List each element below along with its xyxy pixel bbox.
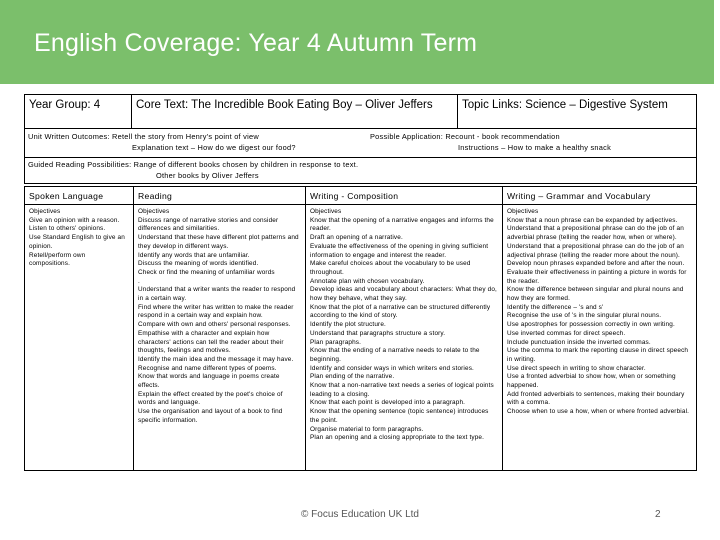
objective-item: Use the organisation and layout of a book to find specific information. bbox=[138, 408, 283, 424]
objective-item: Organise material to form paragraphs. bbox=[310, 425, 424, 433]
objective-item: Understand that paragraphs structure a story. bbox=[310, 329, 446, 337]
objective-item: Plan an opening and a closing appropriate to the text type. bbox=[310, 434, 485, 442]
column-body bbox=[134, 208, 305, 426]
objective-item: Draft an opening of a narrative. bbox=[310, 234, 403, 242]
objective-item: Know that the ending of a narrative needs to relate to the beginning. bbox=[310, 347, 480, 363]
objective-item: Know that a non-narrative text needs a series of logical points leading to a closing. bbox=[310, 382, 494, 398]
objective-item: Discuss the meaning of words identified. bbox=[138, 260, 259, 268]
objective-item: Evaluate the effectiveness of the opening in giving sufficient information to engage and interest the reader. bbox=[310, 242, 489, 259]
objective-item: Check or find the meaning of unfamiliar words bbox=[138, 268, 275, 276]
column-body bbox=[306, 208, 502, 443]
objective-item: Identify the main idea and the message it may have. bbox=[138, 355, 294, 363]
objective-item: Use direct speech in writing to show character. bbox=[507, 364, 646, 372]
objective-item: Choose when to use a how, when or where fronted adverbial. bbox=[507, 408, 690, 416]
objective-item: Know that the plot of a narrative can be structured differently according to the kind of story. bbox=[310, 303, 491, 320]
objectives-heading: Objectives bbox=[29, 208, 61, 215]
objective-item: Use the comma to mark the reporting clause in direct speech in writing. bbox=[507, 347, 689, 363]
objective-item: Explain the effect created by the poet's choice of words and language. bbox=[138, 390, 283, 407]
objectives-heading: Objectives bbox=[507, 208, 539, 215]
column-spoken-language bbox=[25, 187, 133, 470]
objective-item: Develop ideas and vocabulary about characters: What they do, how they behave, what they say. bbox=[310, 286, 497, 303]
objective-item: Develop noun phrases expanded before and after the noun. bbox=[507, 260, 685, 268]
objective-item: Identify any words that are unfamiliar. bbox=[138, 251, 250, 259]
guided-reading-line-2: Other books by Oliver Jeffers bbox=[156, 171, 259, 180]
objective-item: Use inverted commas for direct speech. bbox=[507, 329, 626, 337]
page-number: 2 bbox=[655, 509, 661, 520]
objectives-table bbox=[24, 186, 697, 471]
column-header: Reading bbox=[134, 187, 305, 205]
objectives-heading: Objectives bbox=[138, 208, 170, 215]
objective-item: Find where the writer has written to make the reader respond in a certain way and explain how. bbox=[138, 303, 294, 320]
year-group-cell: Year Group: 4 bbox=[25, 95, 132, 128]
objective-item: Know that the opening of a narrative engages and informs the reader. bbox=[310, 216, 494, 233]
objective-item: Understand that a prepositional phrase can do the job of an adjectival phrase (telling the reader more about the noun). bbox=[507, 242, 684, 259]
unit-outcomes-line-2: Explanation text – How do we digest our food? bbox=[132, 143, 296, 152]
objective-item: Discuss range of narrative stories and consider differences and similarities. bbox=[138, 216, 279, 233]
objective-item: Retell/perform own compositions. bbox=[29, 251, 86, 268]
column-header: Writing – Grammar and Vocabulary bbox=[503, 187, 696, 205]
objective-item: Compare with own and others' personal responses. bbox=[138, 321, 291, 329]
info-row-3 bbox=[24, 158, 697, 184]
column-header: Spoken Language bbox=[25, 187, 133, 205]
title-banner bbox=[0, 0, 720, 84]
info-row-2 bbox=[24, 129, 697, 158]
objective-item: Add fronted adverbials to sentences, making their boundary with a comma. bbox=[507, 390, 685, 407]
column-reading bbox=[133, 187, 305, 470]
column-writing-composition bbox=[305, 187, 502, 470]
page-title: English Coverage: Year 4 Autumn Term bbox=[34, 29, 478, 57]
objective-item: Evaluate their effectiveness in painting a picture in words for the reader. bbox=[507, 268, 687, 285]
objective-item: Know that a noun phrase can be expanded by adjectives. bbox=[507, 216, 678, 224]
objective-item: Identify and consider ways in which writers end stories. bbox=[310, 364, 474, 372]
column-body bbox=[503, 208, 696, 417]
objective-item: Know the difference between singular and plural nouns and how they are formed. bbox=[507, 286, 684, 303]
guided-reading-line-1: Guided Reading Possibilities: Range of different books chosen by children in response to text. bbox=[28, 160, 359, 169]
objective-item: Empathise with a character and explain how characters' actions can tell the reader about their thoughts, feelings and motives. bbox=[138, 329, 284, 355]
core-text-cell: Core Text: The Incredible Book Eating Boy – Oliver Jeffers bbox=[132, 95, 458, 128]
objective-item: Identify the difference – 's and s' bbox=[507, 303, 604, 311]
objective-item: . bbox=[138, 277, 140, 285]
objective-item: Recognise the use of 's in the singular plural nouns. bbox=[507, 312, 662, 320]
objective-item: Understand that a prepositional phrase can do the job of an adverbial phrase (telling the reader how, when or where). bbox=[507, 225, 684, 242]
application-line-1: Possible Application: Recount - book recommendation bbox=[370, 132, 560, 141]
objective-item: Use Standard English to give an opinion. bbox=[29, 234, 125, 250]
objective-item: Use a fronted adverbial to show how, when or something happened. bbox=[507, 373, 676, 390]
objective-item: Plan paragraphs. bbox=[310, 338, 362, 346]
objective-item: Identify the plot structure. bbox=[310, 321, 386, 329]
objective-item: Make careful choices about the vocabulary to be used throughout. bbox=[310, 260, 471, 276]
objective-item: Recognise and name different types of poems. bbox=[138, 364, 277, 372]
objective-item: Use apostrophes for possession correctly in own writing. bbox=[507, 321, 675, 329]
application-line-2: Instructions – How to make a healthy snack bbox=[458, 143, 612, 152]
column-writing-grammar bbox=[502, 187, 696, 470]
objective-item: Know that each point is developed into a paragraph. bbox=[310, 399, 466, 407]
objectives-heading: Objectives bbox=[310, 208, 342, 215]
objective-item: Know that words and language in poems create effects. bbox=[138, 373, 280, 390]
objective-item: Understand that a writer wants the reader to respond in a certain way. bbox=[138, 286, 296, 303]
objective-item: Know that the opening sentence (topic sentence) introduces the point. bbox=[310, 408, 489, 424]
info-row-1 bbox=[24, 94, 697, 129]
column-body bbox=[25, 208, 133, 269]
objective-item: Understand that these have different plot patterns and they develop in different ways. bbox=[138, 234, 299, 250]
unit-outcomes-line-1: Unit Written Outcomes: Retell the story from Henry's point of view bbox=[28, 132, 259, 141]
objective-item: Annotate plan with chosen vocabulary. bbox=[310, 277, 425, 285]
column-header: Writing - Composition bbox=[306, 187, 502, 205]
topic-links-cell: Topic Links: Science – Digestive System bbox=[462, 99, 668, 111]
objective-item: Listen to others' opinions. bbox=[29, 225, 106, 233]
objective-item: Plan ending of the narrative. bbox=[310, 373, 395, 381]
objective-item: Give an opinion with a reason. bbox=[29, 216, 120, 224]
copyright-footer: © Focus Education UK Ltd bbox=[301, 509, 419, 520]
objective-item: Include punctuation inside the inverted commas. bbox=[507, 338, 651, 346]
